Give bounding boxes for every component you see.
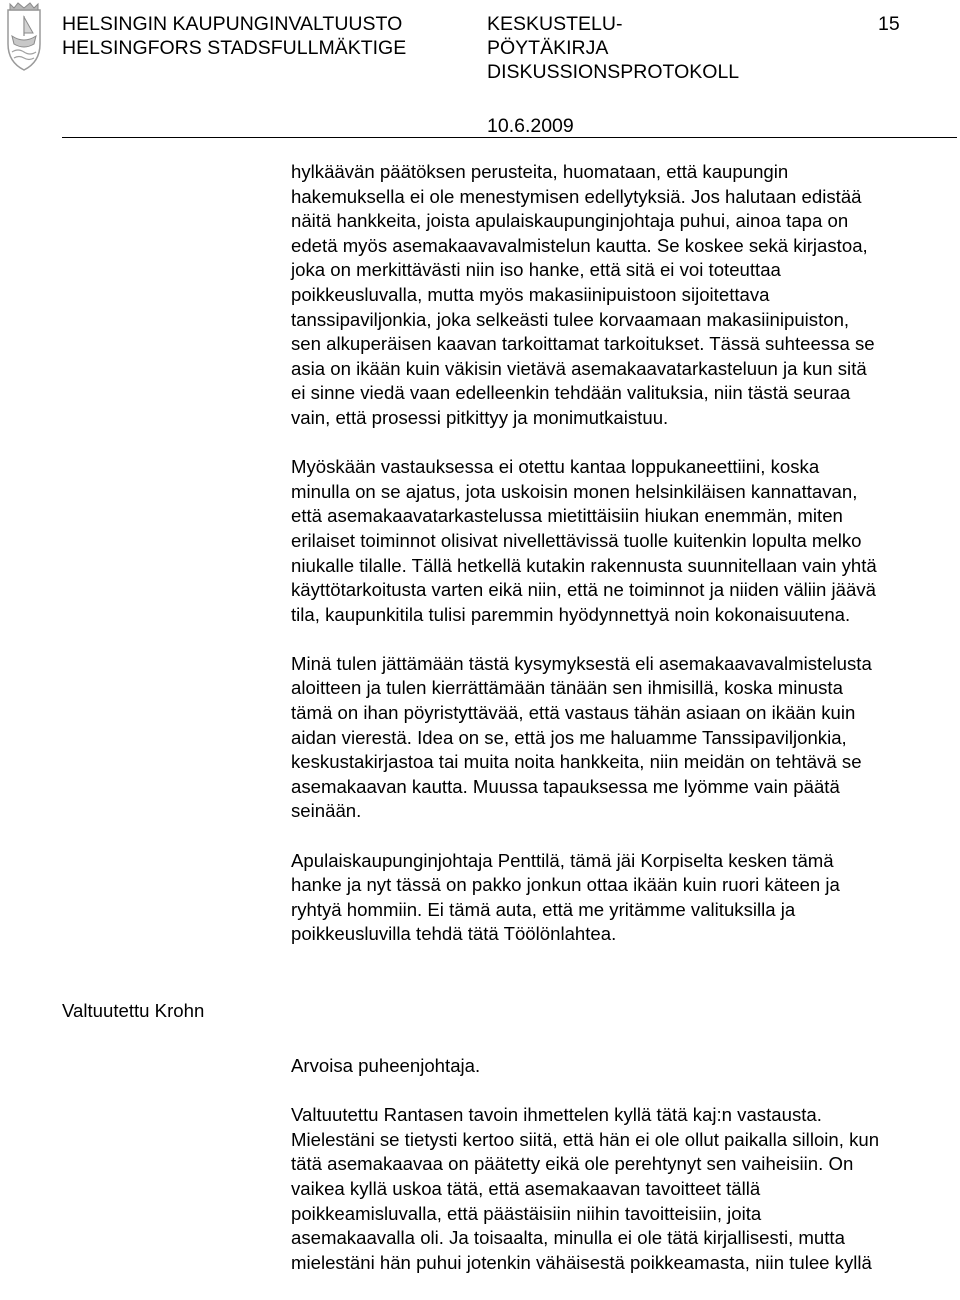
text-line: niukalle tilalle. Tällä hetkellä kutakin rakennusta suunnitellaan vain yhtä (291, 554, 877, 576)
paragraph (291, 849, 959, 947)
text-line: minulla on se ajatus, jota uskoisin monen helsinkiläisen kannattavan, (291, 480, 858, 502)
page-number: 15 (878, 13, 900, 35)
text-line: asemakaavalla oli. Ja toisaalta, minulla ei ole tätä kirjallisesti, mutta (291, 1227, 845, 1249)
header-document-type (487, 12, 739, 84)
paragraph (291, 160, 959, 431)
meeting-date: 10.6.2009 (487, 115, 574, 137)
document-type-fi-line1: KESKUSTELU- (487, 13, 623, 35)
text-line: tanssipaviljonkia, joka selkeästi tulee korvaamaan makasiinipuiston, (291, 308, 850, 330)
text-line: ryhtyä hommiin. Ei tämä auta, että me yritämme valituksilla ja (291, 898, 796, 920)
text-line: erilaiset toiminnot olisivat nivellettävissä tuolle kuitenkin lopulta melko (291, 529, 862, 551)
text-line: Apulaiskaupunginjohtaja Penttilä, tämä jäi Korpiselta kesken tämä (291, 849, 834, 871)
speaker-name: Valtuutettu Krohn (62, 1000, 205, 1021)
paragraph (291, 455, 959, 627)
text-line: aloitteen ja tulen kierrättämään tänään sen ihmisillä, koska minusta (291, 677, 843, 699)
text-line: että asemakaavatarkastelussa mietittäisiin hiukan enemmän, miten (291, 505, 843, 527)
text-line: hylkäävän päätöksen perusteita, huomataan, että kaupungin (291, 161, 789, 182)
paragraph (291, 1103, 959, 1275)
text-line: poikkeamisluvalla, että päästäisiin niihin tavoitteisiin, joita (291, 1202, 762, 1224)
text-line: Myöskään vastauksessa ei otettu kantaa loppukaneettiini, koska (291, 456, 820, 478)
text-line: hanke ja nyt tässä on pakko jonkun ottaa ikään kuin ruori käteen ja (291, 874, 840, 896)
helsinki-coat-of-arms-icon (2, 0, 46, 72)
header-divider (62, 137, 957, 138)
text-line: tila, kaupunkitila tulisi paremmin hyödynnettyä noin kokonaisuutena. (291, 603, 851, 625)
text-line: vain, että prosessi pitkittyy ja monimutkaistuu. (291, 406, 669, 428)
text-line: Minä tulen jättämään tästä kysymyksestä eli asemakaavavalmistelusta (291, 652, 872, 674)
text-line: sen alkuperäisen kaavan tarkoittamat tarkoitukset. Tässä suhteessa se (291, 333, 875, 355)
text-line: keskustakirjastoa tai muita noita hankkeita, niin meidän on tehtävä se (291, 751, 862, 773)
text-line: käyttötarkoitusta varten eikä niin, että ne toiminnot ja niiden väliin jäävä (291, 579, 877, 601)
text-line: poikkeusluvalla, mutta myös makasiinipuistoon sijoitettava (291, 283, 770, 305)
document-type-sv: DISKUSSIONSPROTOKOLL (487, 61, 740, 83)
speech (291, 1054, 959, 1300)
text-line: mielestäni hän puhui jotenkin vähäisestä poikkeamasta, niin tulee kyllä (291, 1251, 872, 1273)
text-line: tämä on ihan pöyristyttävää, että vastaus tähän asiaan on ikään kuin (291, 702, 856, 724)
paragraph (291, 652, 959, 824)
text-line: poikkeusluvilla tehdä tätä Töölönlahtea. (291, 923, 617, 945)
document-type-fi-line2: PÖYTÄKIRJA (487, 37, 609, 59)
text-line: edetä myös asemakaavavalmistelun kautta. Se koskee sekä kirjastoa, (291, 234, 868, 256)
text-line: tätä asemakaavaa on päätetty eikä ole perehtynyt sen vaiheisiin. On (291, 1153, 854, 1175)
text-line: näitä hankkeita, joista apulaiskaupunginjohtaja puhui, ainoa tapa on (291, 210, 849, 232)
speech-continuation (291, 160, 959, 972)
text-line: ei sinne viedä vaan edelleenkin tehdään valituksia, niin tästä seuraa (291, 382, 851, 404)
text-line: aidan vierestä. Idea on se, että jos me haluamme Tanssipaviljonkia, (291, 726, 847, 748)
text-line: seinään. (291, 800, 362, 822)
text-line: Valtuutettu Rantasen tavoin ihmettelen kyllä tätä kaj:n vastausta. (291, 1104, 822, 1126)
text-line: Arvoisa puheenjohtaja. (291, 1055, 481, 1076)
organization-name-sv: HELSINGFORS STADSFULLMÄKTIGE (62, 37, 407, 59)
text-line: asia on ikään kuin väkisin vietävä asemakaavatarkasteluun ja kun sitä (291, 357, 867, 379)
text-line: joka on merkittävästi niin iso hanke, että sitä ei voi toteuttaa (291, 259, 781, 281)
organization-name-fi: HELSINGIN KAUPUNGINVALTUUSTO (62, 13, 403, 35)
header-organization (62, 12, 406, 60)
text-line: asemakaavan kautta. Muussa tapauksessa me lyömme vain päätä (291, 775, 840, 797)
text-line: Mielestäni se tietysti kertoo siitä, että hän ei ole ollut paikalla silloin, kun (291, 1128, 880, 1150)
text-line: hakemuksella ei ole menestymisen edellytyksiä. Jos halutaan edistää (291, 185, 862, 207)
text-line: vaikea kyllä uskoa tätä, että asemakaavan tavoitteet tällä (291, 1177, 761, 1199)
paragraph (291, 1054, 959, 1079)
